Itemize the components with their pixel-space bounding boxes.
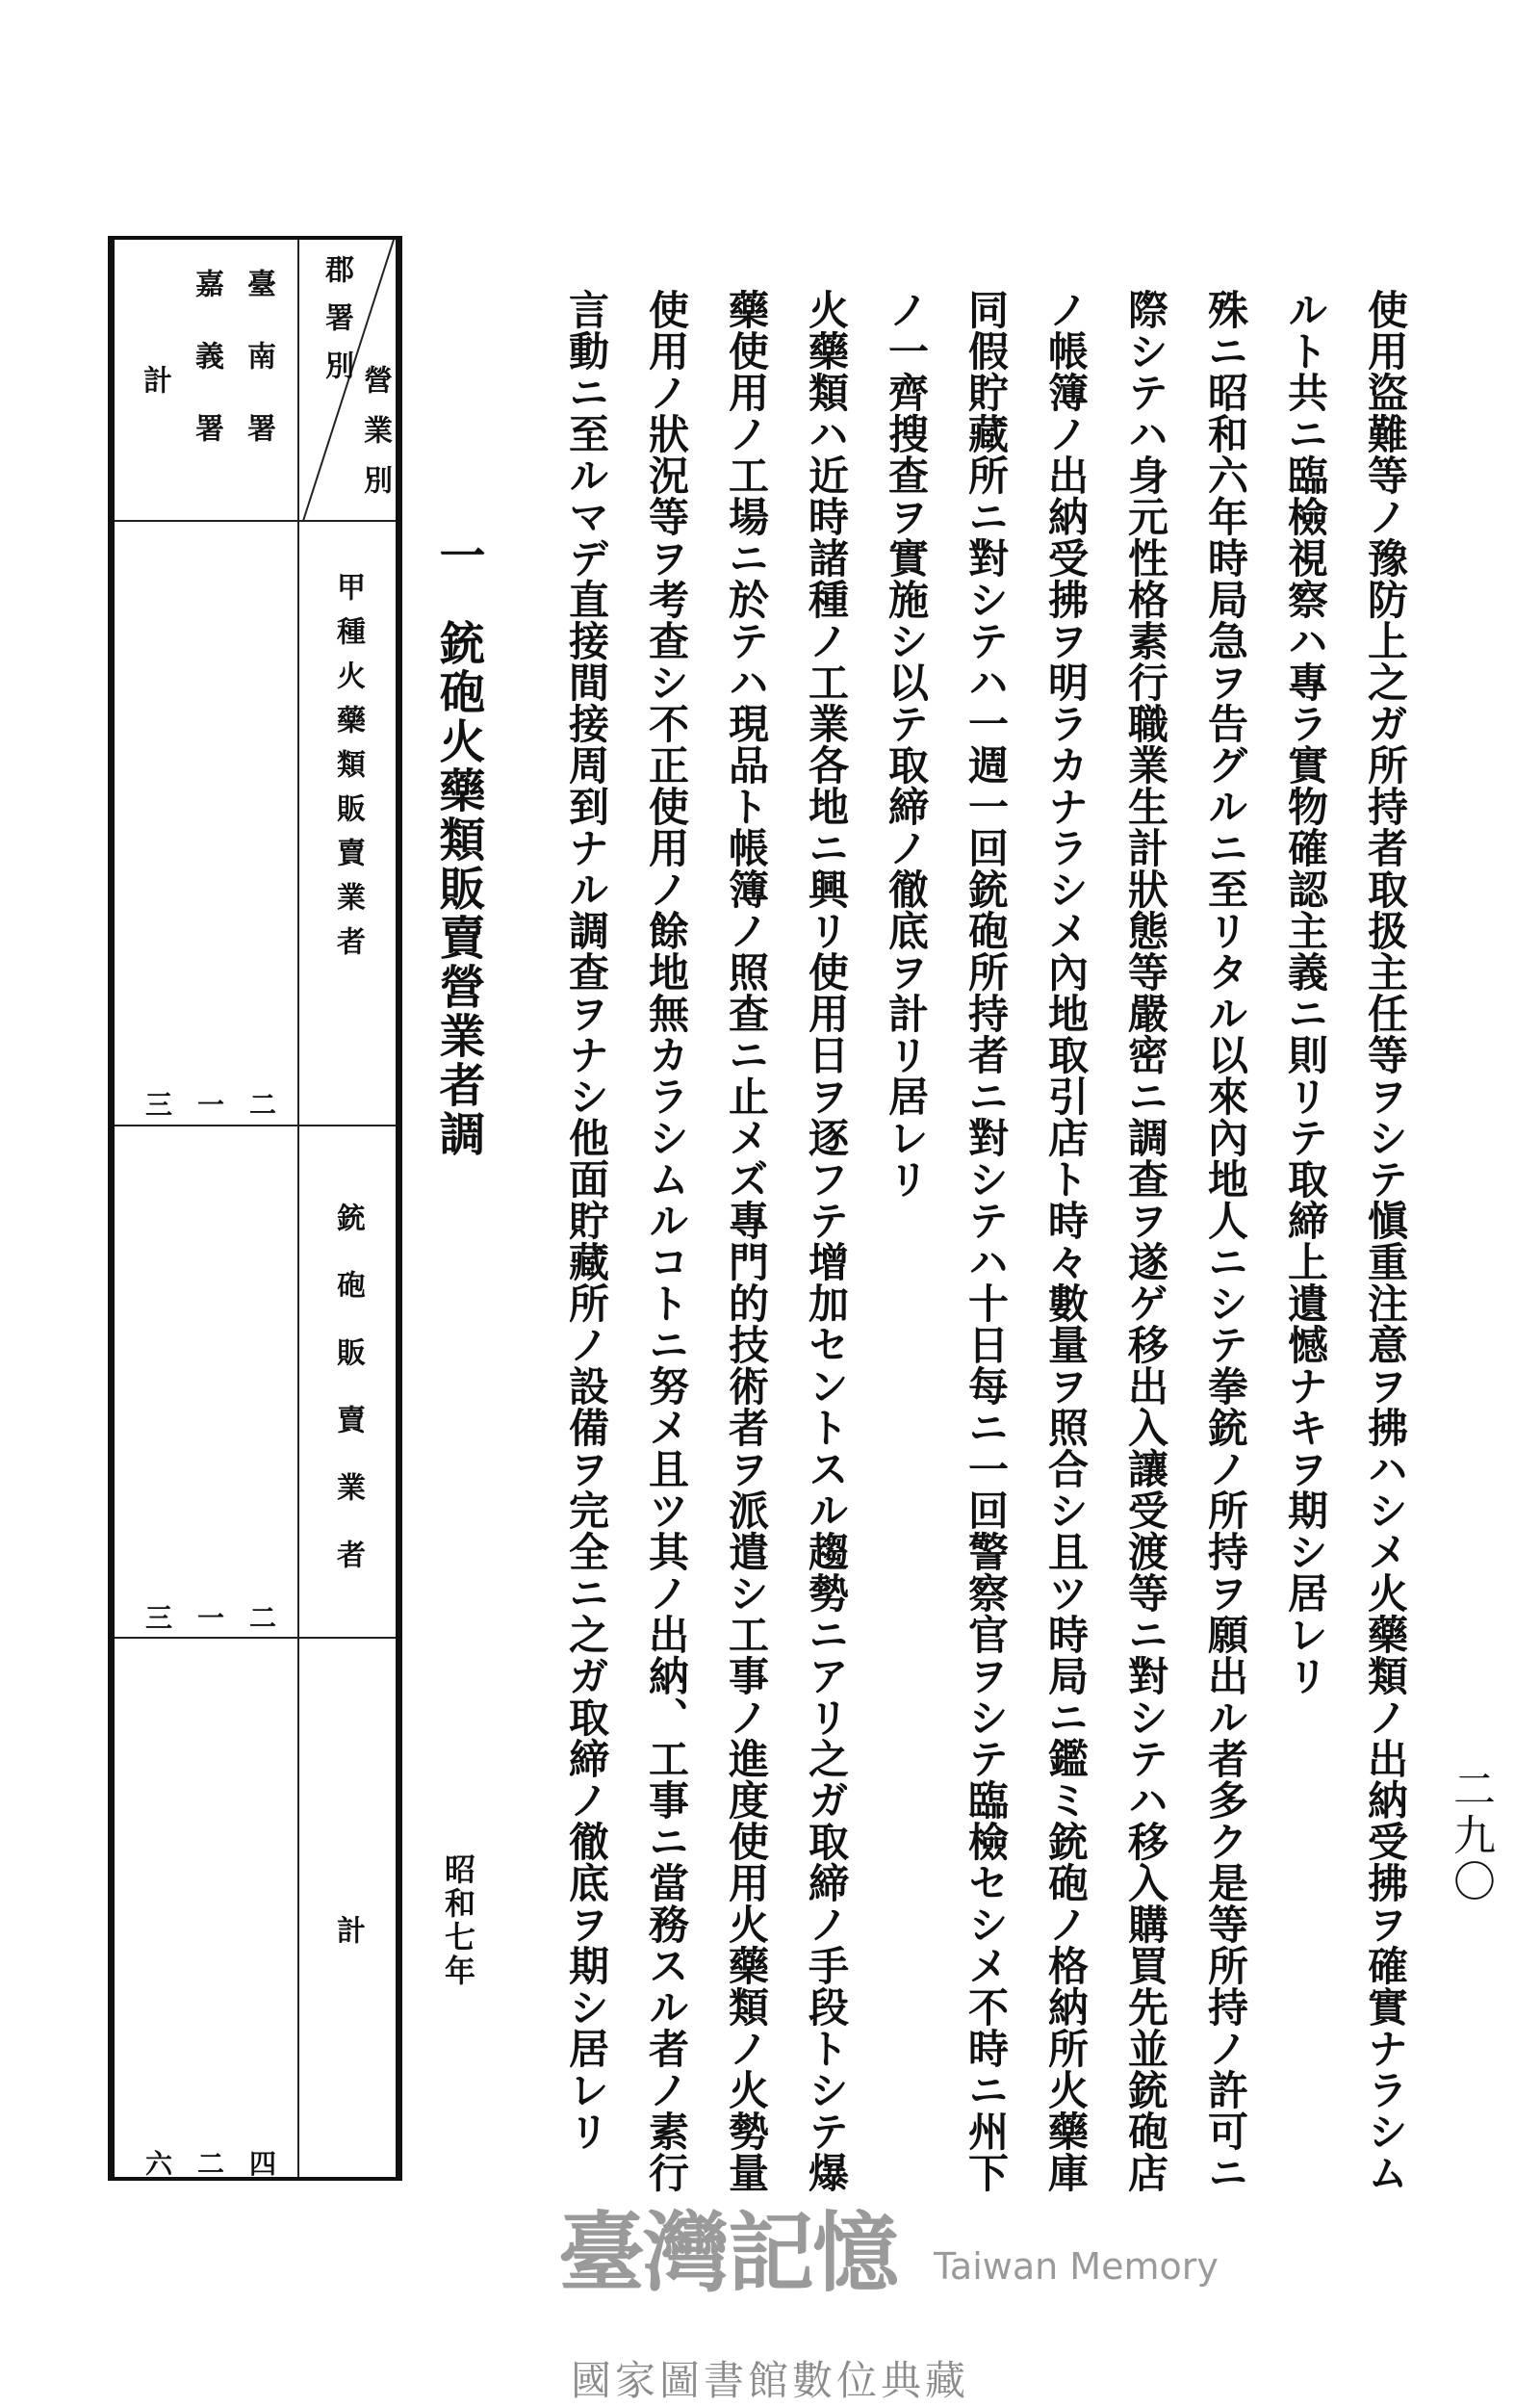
body-column: 同假貯藏所ニ對シテハ一週一回銃砲所持者ニ對シテハ十日每ニ一回警察官ヲシテ臨檢セシメ不時ニ州下: [962, 289, 1010, 2193]
cell-value: 一: [197, 1089, 225, 1121]
header-district: 郡署別: [320, 254, 353, 399]
table-divider: [115, 520, 396, 522]
watermark-logo: 臺灣記憶: [558, 2202, 897, 2304]
header-business-type: 營業別: [358, 365, 392, 515]
section-title-text: 銃砲火藥類販賣營業者調: [431, 619, 485, 1159]
body-column: ルト共ニ臨檢視察ハ專ラ實物確認主義ニ則リテ取締上遺憾ナキヲ期シ居レリ: [1282, 289, 1329, 1696]
watermark-subtitle: Taiwan Memory: [934, 2245, 1219, 2288]
footer-credit: 國家圖書館數位典藏: [570, 2357, 969, 2404]
cell-value: 二: [249, 1602, 277, 1634]
section-year: 昭和七年: [440, 1853, 476, 1988]
cell-value: 三: [145, 1089, 173, 1121]
column-header-total: 計: [138, 365, 171, 394]
cell-value: 二: [197, 2148, 225, 2180]
column-header-tainan: 臺南署: [242, 269, 275, 485]
row-label: 銃砲販賣業者: [331, 1203, 365, 1607]
body-column: 際シテハ身元性格素行職業生計狀態等嚴密ニ調查ヲ遂ゲ移出入讓受渡等ニ對シテハ移入購買先並銃砲店: [1122, 289, 1169, 2193]
body-column: ノ一齊搜查ヲ實施シ以テ取締ノ徹底ヲ計リ居レリ: [883, 289, 930, 1200]
body-column: ノ帳簿ノ出納受拂ヲ明ラカナラシメ內地取引店ト時々數量ヲ照合シ且ツ時局ニ鑑ミ銃砲ノ格納所火藥庫: [1042, 289, 1090, 2193]
section-title: [431, 531, 485, 1159]
row-label: 甲種火藥類販賣業者: [331, 572, 365, 971]
column-header-chiayi: 嘉義署: [190, 269, 223, 485]
body-column: 殊ニ昭和六年時局急ヲ告グルニ至リタル以來內地人ニシテ拳銃ノ所持ヲ願出ル者多ク是等所持ノ許可ニ: [1202, 289, 1249, 2193]
body-column: 藥使用ノ工場ニ於テハ現品ト帳簿ノ照查ニ止メズ專門的技術者ヲ派遣シ工事ノ進度使用火藥類ノ火勢量: [723, 289, 770, 2193]
table-divider: [115, 1125, 396, 1126]
body-column: 使用ノ狀況等ヲ考查シ不正使用ノ餘地無カラシムルコトニ努メ且ツ其ノ出納、工事ニ當務スル者ノ素行: [643, 289, 690, 2193]
body-column: 火藥類ハ近時諸種ノ工業各地ニ興リ使用日ヲ逐フテ增加セントスル趨勢ニアリ之ガ取締ノ手段トシテ爆: [803, 289, 850, 2193]
table-divider: [115, 1637, 396, 1639]
body-column: 言動ニ至ルマデ直接間接周到ナル調查ヲナシ他面貯藏所ノ設備ヲ完全ニ之ガ取締ノ徹底ヲ期シ居レリ: [563, 289, 610, 2152]
cell-value: 六: [145, 2148, 173, 2180]
row-label: 計: [331, 1915, 365, 1944]
cell-value: 四: [249, 2148, 277, 2180]
table-divider: [297, 240, 299, 2177]
cell-value: 二: [249, 1089, 277, 1121]
page-number: 二九〇: [1446, 1767, 1495, 1905]
cell-value: 三: [145, 1602, 173, 1634]
data-table: [108, 236, 402, 2181]
cell-value: 一: [197, 1602, 225, 1634]
section-number: 一: [431, 531, 485, 581]
body-column: 使用盜難等ノ豫防上之ガ所持者取扱主任等ヲシテ愼重注意ヲ拂ハシメ火藥類ノ出納受拂ヲ確實ナラシム: [1362, 289, 1409, 2193]
